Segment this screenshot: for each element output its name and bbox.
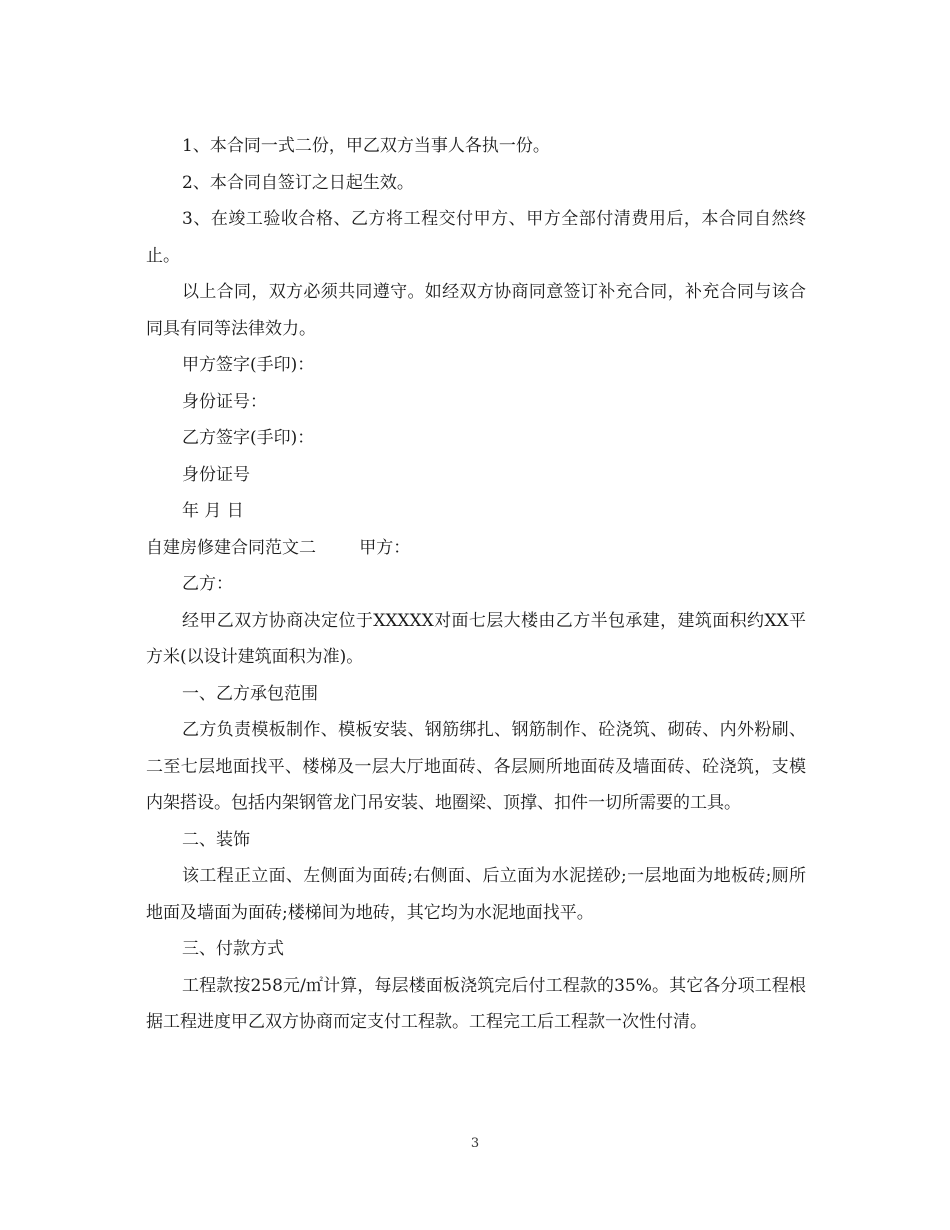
party-b-signature-line: 乙方签字(手印)： xyxy=(182,428,315,448)
section2-body: 该工程正立面、左侧面为面砖;右侧面、后立面为水泥搓砂;一层地面为地板砖;厕所地面及墙面为面砖;楼梯间为地砖，其它均为水泥地面找平。 xyxy=(146,866,806,923)
section1-body: 乙方负责模板制作、模板安装、钢筋绑扎、钢筋制作、砼浇筑、砌砖、内外粉刷、二至七层地面找平、楼梯及一层大厅地面砖、各层厕所地面砖及墙面砖、砼浇筑，支模内架搭设。包括内架钢管龙门吊安装、地圈梁、顶撑、扣件一切所需要的工具。 xyxy=(146,720,806,813)
section1-heading: 一、乙方承包范围 xyxy=(182,683,318,704)
section3-body: 工程款按258元/㎡计算，每层楼面板浇筑完后付工程款的35%。其它各分项工程根据工程进度甲乙双方协商而定支付工程款。工程完工后工程款一次性付清。 xyxy=(146,975,806,1032)
party-b-label: 乙方： xyxy=(182,574,233,594)
date-line: 年 月 日 xyxy=(182,501,244,521)
party-a-label: 甲方： xyxy=(359,537,411,558)
party-a-id-line: 身份证号： xyxy=(182,391,267,412)
page-number: 3 xyxy=(470,1136,480,1151)
document-body xyxy=(146,128,806,1041)
section3-heading: 三、付款方式 xyxy=(182,939,284,959)
contract-intro: 经甲乙双方协商决定位于XXXXX对面七层大楼由乙方半包承建，建筑面积约XX平方米(以设计建筑面积为准)。 xyxy=(146,610,806,667)
clause-copies: 1、本合同一式二份，甲乙双方当事人各执一份。 xyxy=(182,136,550,156)
clause-effective: 2、本合同自签订之日起生效。 xyxy=(182,172,414,193)
clause-compliance: 以上合同，双方必须共同遵守。如经双方协商同意签订补充合同，补充合同与该合同具有同等法律效力。 xyxy=(146,282,806,339)
second-contract-heading xyxy=(146,530,806,567)
second-contract-title: 自建房修建合同范文二 xyxy=(146,537,316,558)
party-a-signature-line: 甲方签字(手印)： xyxy=(182,355,315,375)
party-b-id-line: 身份证号 xyxy=(182,464,250,485)
clause-termination: 3、在竣工验收合格、乙方将工程交付甲方、甲方全部付清费用后，本合同自然终止。 xyxy=(146,209,806,266)
section2-heading: 二、装饰 xyxy=(182,829,250,850)
